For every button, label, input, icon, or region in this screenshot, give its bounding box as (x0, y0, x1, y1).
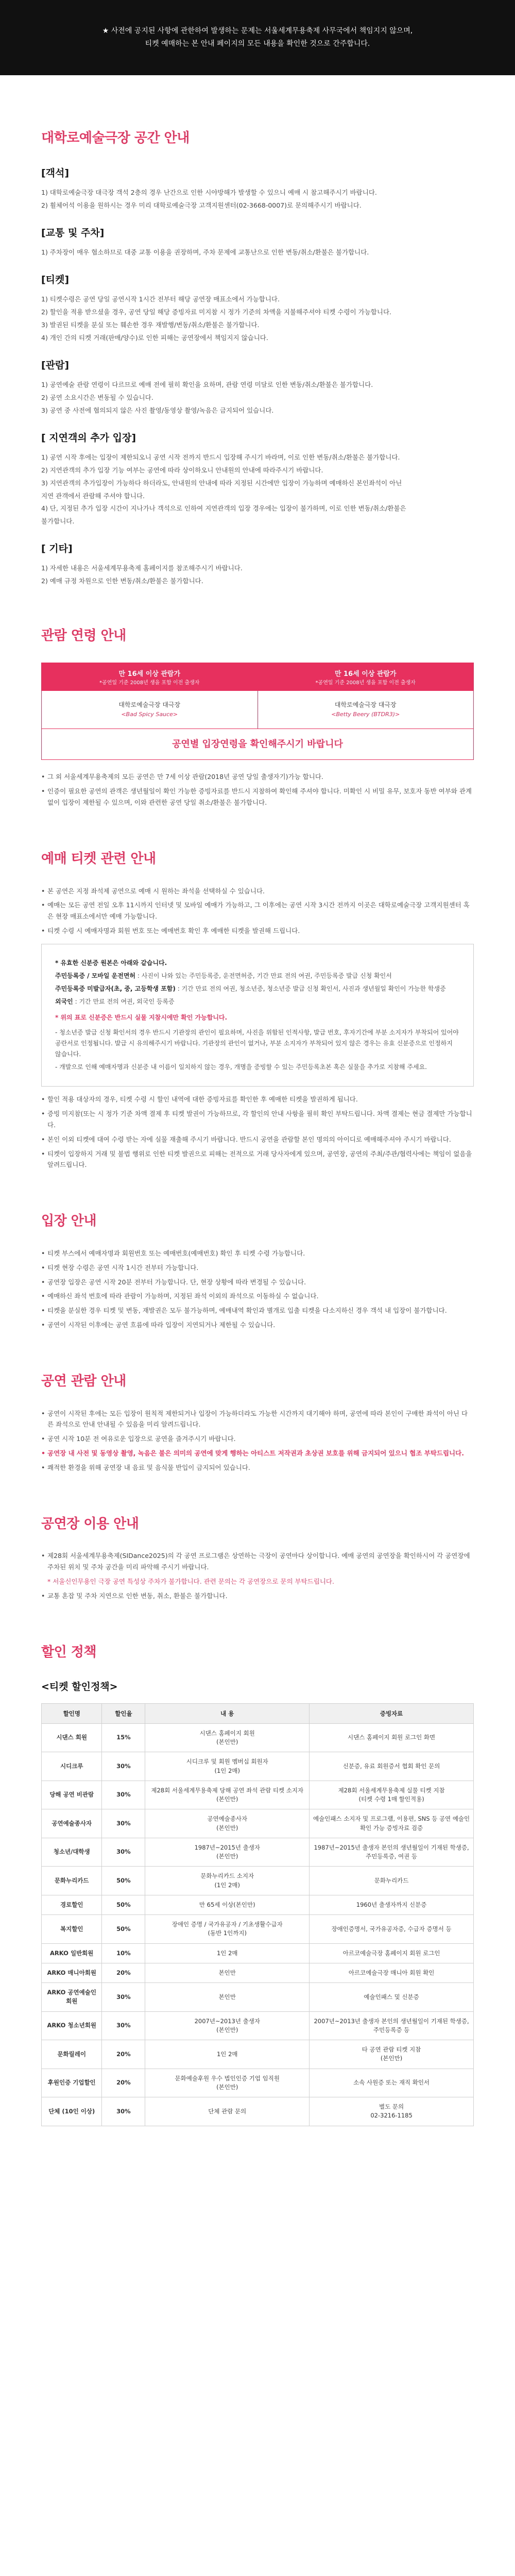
venue-group-line: 1) 공연예술 관람 연령이 다르므로 예매 전에 필히 확인을 요하며, 관람 연령 미달로 인한 변동/취소/환불은 불가합니다. (41, 381, 373, 388)
entry-line-2: • 티켓 현장 수령은 공연 시작 1시간 전부터 가능합니다. (41, 1262, 474, 1274)
discount-detail-cell: 시디크루 및 회원 멤버십 회원자 (1인 2매) (145, 1752, 310, 1781)
age-section (41, 588, 474, 808)
discount-row (42, 1723, 474, 1752)
venue-group-line: 2) 휠체어석 이용을 원하시는 경우 미리 대학로예술극장 고객지원센터(02-3668-0007)로 문의해주시기 바랍니다. (41, 201, 362, 209)
discount-col-detail: 내 용 (145, 1703, 310, 1723)
venue-group-line: 4) 단, 지정된 추가 입장 시간이 지나가나 객석으로 인하여 지연관객의 입장 경우에는 입장이 불가하며, 이로 인한 변동/취소/환불은 (41, 504, 406, 513)
entry-line-5: • 티켓을 분실한 경우 티켓 및 변동, 재발권은 모두 불가능하며, 예매내역 확인과 별개로 입출 티켓을 다소지하신 경우 객석 내 입장이 불가합니다. (41, 1305, 474, 1316)
id-extra-2: - 개발으로 인해 예매자명과 신분증 내 이름이 일치하지 않는 경우, 개명을 증빙할 수 있는 주민등록초본 혹은 실물을 추가로 지참해 주세요. (55, 1063, 427, 1071)
discount-col-proof: 증빙자료 (310, 1703, 474, 1723)
discount-detail-cell: 1987년~2015년 출생자 (본인만) (145, 1838, 310, 1867)
discount-detail-cell: 단체 관람 문의 (145, 2097, 310, 2126)
discount-name-cell: 당해 공연 비관람 (42, 1781, 102, 1809)
discount-name-cell: 복지할인 (42, 1915, 102, 1944)
discount-row (42, 1867, 474, 1895)
discount-name-cell: 청소년/대학생 (42, 1838, 102, 1867)
discount-col-name: 할인명 (42, 1703, 102, 1723)
age-left-show: <Bad Spicy Sauce> (121, 711, 178, 718)
discount-proof-cell: 시댄스 홈페이지 회원 로그인 화면 (310, 1723, 474, 1752)
discount-detail-cell: 본인만 (145, 1963, 310, 1982)
discount-title: 할인 정책 (41, 1644, 97, 1660)
discount-row (42, 1809, 474, 1838)
ticket-section (41, 811, 474, 1171)
id-row-2-label: 주민등록증 미발급자(초, 중, 고등학생 포함) (55, 985, 176, 993)
discount-table (41, 1703, 474, 2126)
discount-proof-cell: 장애인증명서, 국가유공자증, 수급자 증명서 등 (310, 1915, 474, 1944)
entry-line-3: • 공연장 입장은 공연 시작 20분 전부터 가능합니다. 단, 현장 상황에 따라 변경될 수 있습니다. (41, 1277, 474, 1288)
entry-line-1: • 티켓 부스에서 예매자명과 회원번호 또는 예매번호(예매번호) 확인 후 티켓 수령 가능합니다. (41, 1248, 474, 1259)
venue-group-line: 3) 공연 중 사전에 협의되지 않은 사진 촬영/동영상 촬영/녹음은 금지되어 있습니다. (41, 406, 274, 414)
id-row-1-label: 주민등록증 / 모바일 운전면허 (55, 972, 136, 980)
venue-section (41, 75, 474, 587)
discount-detail-cell: 장애인 증명 / 국가유공자 / 기초생활수급자 (동반 1인까지) (145, 1915, 310, 1944)
discount-rate-cell: 30% (102, 1752, 145, 1781)
venue-group-line: 4) 개인 간의 티켓 거래(판매/양수)로 인한 피해는 공연장에서 책임지지 않습니다. (41, 333, 268, 342)
venue-groups (41, 165, 474, 587)
entry-section (41, 1174, 474, 1331)
discount-name-cell: ARKO 청소년회원 (42, 2011, 102, 2040)
id-info-box (41, 944, 474, 1087)
discount-row (42, 2011, 474, 2040)
ticket-line-1: • 본 공연은 지정 좌석제 공연으로 예매 시 원하는 좌석을 선택하실 수 있습니다. (41, 886, 474, 897)
discount-proof-cell: 문화누리카드 (310, 1867, 474, 1895)
venue-group-line: 2) 지연관객의 추가 입장 기능 여부는 공연에 따라 상이하오니 안내원의 안내에 따라주시기 바랍니다. (41, 466, 323, 474)
discount-row (42, 1943, 474, 1963)
discount-name-cell: ARKO 일반회원 (42, 1943, 102, 1963)
discount-rate-cell: 20% (102, 2069, 145, 2097)
venue-group-head: [교통 및 주차] (41, 227, 105, 239)
discount-name-cell: 시디크루 (42, 1752, 102, 1781)
notice-banner (0, 0, 515, 75)
age-note-2: • 인증이 필요한 공연의 관객은 생년월일이 확인 가능한 증빙자료를 반드시 지참하여 확인해 주셔야 합니다. 미확인 시 비밀 유무, 보호자 동반 여부와 관계없이 입장이 제한될 수 있으며, 이와 관련한 공연 당일 취소/환불은 불가합니다. (41, 786, 474, 808)
age-footer: 공연별 입장연령을 확인해주시기 바랍니다 (42, 728, 473, 760)
discount-detail-cell: 본인만 (145, 1983, 310, 2012)
discount-proof-cell: 아르코예술극장 홈페이지 회원 로그인 (310, 1943, 474, 1963)
venue-group-line: 2) 공연 소요시간은 변동될 수 있습니다. (41, 393, 153, 401)
discount-row (42, 1752, 474, 1781)
discount-proof-cell: 예술인패스 소지자 및 프로그램, 이용편, SNS 등 공연 예술인 확인 가능 증빙자료 검증 (310, 1809, 474, 1838)
discount-name-cell: 경로할인 (42, 1895, 102, 1914)
notice-line-2: 티켓 예매하는 본 안내 페이지의 모든 내용을 확인한 것으로 간주합니다. (145, 40, 370, 48)
discount-detail-cell: 문화누리카드 소지자 (1인 2매) (145, 1867, 310, 1895)
discount-name-cell: 문화누리카드 (42, 1867, 102, 1895)
ticket-more-2: • 증빙 미지참(또는 시 정가 기준 차액 결제 후 티켓 발권이 가능하므로, 각 할인의 안내 사항을 필히 확인 부탁드립니다. 차액 결제는 현금 결제만 가능합니다. (41, 1108, 474, 1131)
venue-group-line: 3) 지연관객의 추가입장이 가능하다 하더라도, 안내원의 안내에 따라 지정된 시간에만 입장이 가능하며 예매하신 본인좌석이 아닌 (41, 479, 402, 487)
venue-group-line: 1) 자세한 내용은 서울세계무용축제 홈페이지를 참조해주시기 바랍니다. (41, 564, 243, 572)
discount-detail-cell: 제28회 서울세계무용축제 당해 공연 좌석 관람 티켓 소지자 (본인만) (145, 1781, 310, 1809)
age-cell-left (42, 663, 258, 728)
discount-proof-cell: 아르코예술극장 매니아 회원 확인 (310, 1963, 474, 1982)
venue-group-line: 2) 할인을 적용 받으셨을 경우, 공연 당일 해당 증빙자료 미지참 시 정가 기준의 차액을 지불해주셔야 티켓 수령이 가능합니다. (41, 308, 392, 316)
discount-rate-cell: 30% (102, 2011, 145, 2040)
discount-row (42, 1838, 474, 1867)
discount-name-cell: ARKO 공연예술인회원 (42, 1983, 102, 2012)
discount-rate-cell: 30% (102, 2097, 145, 2126)
discount-detail-cell: 시댄스 홈페이지 회원 (본인만) (145, 1723, 310, 1752)
discount-rate-cell: 50% (102, 1867, 145, 1895)
discount-proof-cell: 별도 문의 02-3216-1185 (310, 2097, 474, 2126)
discount-row (42, 1963, 474, 1982)
entry-line-4: • 예매하신 좌석 번호에 따라 관람이 가능하며, 지정된 좌석 이외의 좌석으로 이동하실 수 없습니다. (41, 1291, 474, 1302)
discount-proof-cell: 제28회 서울세계무용축제 실물 티켓 지참 (티켓 수령 1매 할인적용) (310, 1781, 474, 1809)
discount-row (42, 1983, 474, 2012)
discount-name-cell: 문화릴레이 (42, 2040, 102, 2069)
discount-name-cell: 시댄스 회원 (42, 1723, 102, 1752)
watch-title: 공연 관람 안내 (41, 1374, 126, 1389)
discount-col-rate: 할인율 (102, 1703, 145, 1723)
discount-proof-cell: 타 공연 관람 티켓 지참 (본인만) (310, 2040, 474, 2069)
venue-group-line: 1) 대학로예술극장 대극장 객석 2층의 경우 난간으로 인한 시야방해가 발생할 수 있으니 예매 시 참고해주시기 바랍니다. (41, 189, 377, 197)
age-right-show: <Betty Beery (BTDR3)> (331, 711, 400, 718)
venue-title: 대학로예술극장 공간 안내 (41, 130, 190, 146)
discount-row (42, 2069, 474, 2097)
discount-name-cell: 공연예술종사자 (42, 1809, 102, 1838)
watch-line-2: • 공연 시작 10분 전 여유로운 입장으로 공연을 즐겨주시기 바랍니다. (41, 1433, 474, 1445)
discount-name-cell: 단체 (10인 이상) (42, 2097, 102, 2126)
ticket-more-1: • 할인 적용 대상자의 경우, 티켓 수령 시 할인 내역에 대한 증빙자료를 확인한 후 예매한 티켓을 발권하게 됩니다. (41, 1094, 474, 1105)
discount-rate-cell: 30% (102, 1838, 145, 1867)
useinfo-line-2: * 서울신인무용인 극장 공연 특성상 주차가 불가합니다. 관련 문의는 각 공연장으로 문의 부탁드립니다. (47, 1578, 334, 1586)
discount-rate-cell: 50% (102, 1915, 145, 1944)
venue-group-line: 1) 티켓수령은 공연 당일 공연시작 1시간 전부터 해당 공연장 매표소에서 가능합니다. (41, 295, 280, 303)
discount-rate-cell: 20% (102, 2040, 145, 2069)
discount-proof-cell: 1987년~2015년 출생자 본인의 생년월일이 기재된 학생증, 주민등록증, 여권 등 (310, 1838, 474, 1867)
discount-rate-cell: 10% (102, 1943, 145, 1963)
discount-section (41, 1605, 474, 2126)
discount-proof-cell: 소속 사원증 또는 재직 확인서 (310, 2069, 474, 2097)
age-title: 관람 연령 안내 (41, 628, 126, 644)
age-box (41, 663, 474, 760)
id-warning: * 위의 표로 신분증은 반드시 실물 지참시에만 확인 가능합니다. (55, 1014, 228, 1022)
venue-group-head: [티켓] (41, 274, 70, 285)
age-left-head-sub: *공연일 기준 2008년 생을 포함 이전 출생자 (99, 680, 200, 686)
useinfo-line-3: • 교통 혼잡 및 주차 지연으로 인한 변동, 취소, 환불은 불가합니다. (41, 1590, 474, 1602)
discount-detail-cell: 공연예술종사자 (본인만) (145, 1809, 310, 1838)
discount-detail-cell: 2007년~2013년 출생자 (본인만) (145, 2011, 310, 2040)
discount-rate-cell: 30% (102, 1781, 145, 1809)
discount-subtitle: <티켓 할인정책> (41, 1681, 118, 1693)
age-right-venue: 대학로예술극장 대극장 (334, 701, 397, 709)
venue-group-line: 3) 발권된 티켓을 분실 또는 훼손한 경우 재발행/변동/취소/환불은 불가합니다. (41, 321, 260, 329)
venue-group-head: [ 지연객의 추가 입장] (41, 432, 136, 444)
venue-group-line: 2) 예매 규정 차원으로 인한 변동/취소/환불은 불가합니다. (41, 577, 203, 585)
watch-line-1: • 공연이 시작된 후에는 모든 입장이 원칙적 제한되거나 입장이 가능하더라도 가능한 시간까지 대기해야 하며, 공연에 따라 본인이 구매한 좌석이 아닌 다른 좌석으로 안내 안내될 수 있음을 미리 알려드립니다. (41, 1408, 474, 1431)
discount-rate-cell: 15% (102, 1723, 145, 1752)
discount-row (42, 1781, 474, 1809)
entry-title: 입장 안내 (41, 1213, 97, 1229)
id-row-2-text: : 기간 만료 전의 여권, 청소년증, 청소년증 발급 신청 확인서, 사진과 생년월일 확인이 가능한 학생증 (177, 985, 446, 993)
ticket-more-3: • 본인 이외 티켓에 대여 수령 받는 자에 실물 재출해 주시기 바랍니다. 반드시 공연을 관람할 본인 명의의 아이디로 예매해주셔야 주시기 바랍니다. (41, 1134, 474, 1145)
discount-detail-cell: 1인 2매 (145, 2040, 310, 2069)
useinfo-line-1: • 제28회 서울세계무용축제(SIDance2025)의 각 공연 프로그램은 상연하는 극장이 공연마다 상이합니다. 예매 공연의 공연장을 확인하시어 각 공연장에 주차된 위치 및 주차 공간을 미리 파악해 주시기 바랍니다. (41, 1550, 474, 1573)
id-row-3-text: : 기간 만료 전의 여권, 외국인 등록증 (75, 998, 175, 1006)
id-row-3-label: 외국인 (55, 998, 73, 1006)
discount-detail-cell: 만 65세 이상(본인만) (145, 1895, 310, 1914)
venue-group-line: 1) 주차장이 매우 협소하므로 대중 교통 이용을 권장하며, 주차 문제에 교통난으로 인한 변동/취소/환불은 불가합니다. (41, 248, 369, 257)
venue-group-head: [ 기타] (41, 543, 73, 555)
discount-detail-cell: 1인 2매 (145, 1943, 310, 1963)
venue-group-line: 1) 공연 시작 후에는 입장이 제한되오니 공연 시작 전까지 반드시 입장해 주시기 바라며, 이로 인한 변동/취소/환불은 불가합니다. (41, 453, 400, 461)
age-note-1: • 그 외 서울세계무용축제의 모든 공연은 만 7세 이상 관람(2018년 공연 당일 출생자기)가능 합니다. (41, 771, 474, 783)
useinfo-section (41, 1477, 474, 1602)
discount-row (42, 2040, 474, 2069)
age-right-head: 만 16세 이상 관람가 (334, 670, 397, 678)
discount-rate-cell: 50% (102, 1895, 145, 1914)
id-box-title: * 유효한 신분증 원본은 아래와 같습니다. (55, 959, 167, 967)
ticket-line-2: • 예매는 모든 공연 전일 오후 11시까지 인터넷 및 모바일 예매가 가능하고, 그 이후에는 공연 시작 3시간 전까지 이곳은 대학로예술극장 고객지원센터 혹은 현장 매표소에서만 예매 가능합니다. (41, 900, 474, 922)
age-cell-right (258, 663, 474, 728)
age-right-head-sub: *공연일 기준 2008년 생을 포함 이전 출생자 (315, 680, 416, 686)
ticket-more-4: • 티켓이 입장하지 거래 및 불법 행위로 인한 티켓 발권으로 피해는 전적으로 거래 당사자에게 있으며, 공연장, 공연의 주최/주관/협력사에는 책임이 없음을 알려드립니다. (41, 1148, 474, 1171)
discount-rate-cell: 30% (102, 1983, 145, 2012)
venue-group-head: [객석] (41, 167, 70, 179)
id-row-1-text: : 사진이 나와 있는 주민등록증, 운전면허증, 기간 만료 전의 여권, 주민등록증 발급 신청 확인서 (137, 972, 392, 980)
discount-row (42, 2097, 474, 2126)
notice-line-1: ★ 사전에 공지된 사항에 관한하여 발생하는 문제는 서울세계무용축제 사무국에서 책임지지 않으며, (102, 27, 413, 35)
discount-proof-cell: 신분증, 유료 회원증서 협회 확인 문의 (310, 1752, 474, 1781)
discount-row (42, 1915, 474, 1944)
id-extra-1: - 청소년증 발급 신청 확인서의 경우 반드시 기관장의 관인이 필요하며, 사진을 위함된 인적사항, 발급 번호, 후자기간에 부분 소지자가 부착되어 있어야 공란서로 인정됩니다. 발급 시 유의해주시기 바랍니다. 기관장의 관인이 없거나, 부분 소지자가 부착되어 있지 않은 경우는 유효 신분증으로 인정하지 않습니다. (55, 1029, 459, 1058)
useinfo-title: 공연장 이용 안내 (41, 1516, 139, 1532)
discount-rate-cell: 20% (102, 1963, 145, 1982)
discount-row (42, 1895, 474, 1914)
watch-line-3: • 공연장 내 사전 및 동영상 촬영, 녹음은 불은 의미의 공연에 맞게 행하는 아티스트 저작권과 초상권 보호를 위해 금지되어 있으니 협조 부탁드립니다. (41, 1448, 474, 1459)
venue-group-head: [관람] (41, 359, 70, 371)
age-left-venue: 대학로예술극장 대극장 (118, 701, 181, 709)
venue-group-line: 지연 관객에서 관람해 주셔야 합니다. (41, 492, 145, 500)
watch-line-4: • 쾌적한 환경을 위해 공연장 내 음료 및 음식물 반입이 금지되어 있습니다. (41, 1462, 474, 1473)
discount-detail-cell: 문화예술후원 우수 법인인증 기업 임직원 (본인만) (145, 2069, 310, 2097)
watch-section (41, 1334, 474, 1473)
discount-proof-cell: 2007년~2013년 출생자 본인의 생년월일이 기재된 학생증, 주민등록증 등 (310, 2011, 474, 2040)
age-left-head: 만 16세 이상 관람가 (118, 670, 181, 678)
entry-line-6: • 공연이 시작된 이후에는 공연 흐름에 따라 입장이 지연되거나 제한될 수 있습니다. (41, 1319, 474, 1331)
discount-rate-cell: 30% (102, 1809, 145, 1838)
discount-name-cell: 후원인증 기업할인 (42, 2069, 102, 2097)
discount-name-cell: ARKO 매니아회원 (42, 1963, 102, 1982)
ticket-line-3: • 티켓 수령 시 예매자명과 회원 번호 또는 예매번호 확인 후 예매한 티켓을 발권해 드립니다. (41, 925, 474, 937)
ticket-title: 예매 티켓 관련 안내 (41, 851, 156, 867)
venue-group-line: 불가합니다. (41, 517, 75, 526)
discount-proof-cell: 예술인패스 및 신분증 (310, 1983, 474, 2012)
discount-proof-cell: 1960년 출생자까지 신분증 (310, 1895, 474, 1914)
